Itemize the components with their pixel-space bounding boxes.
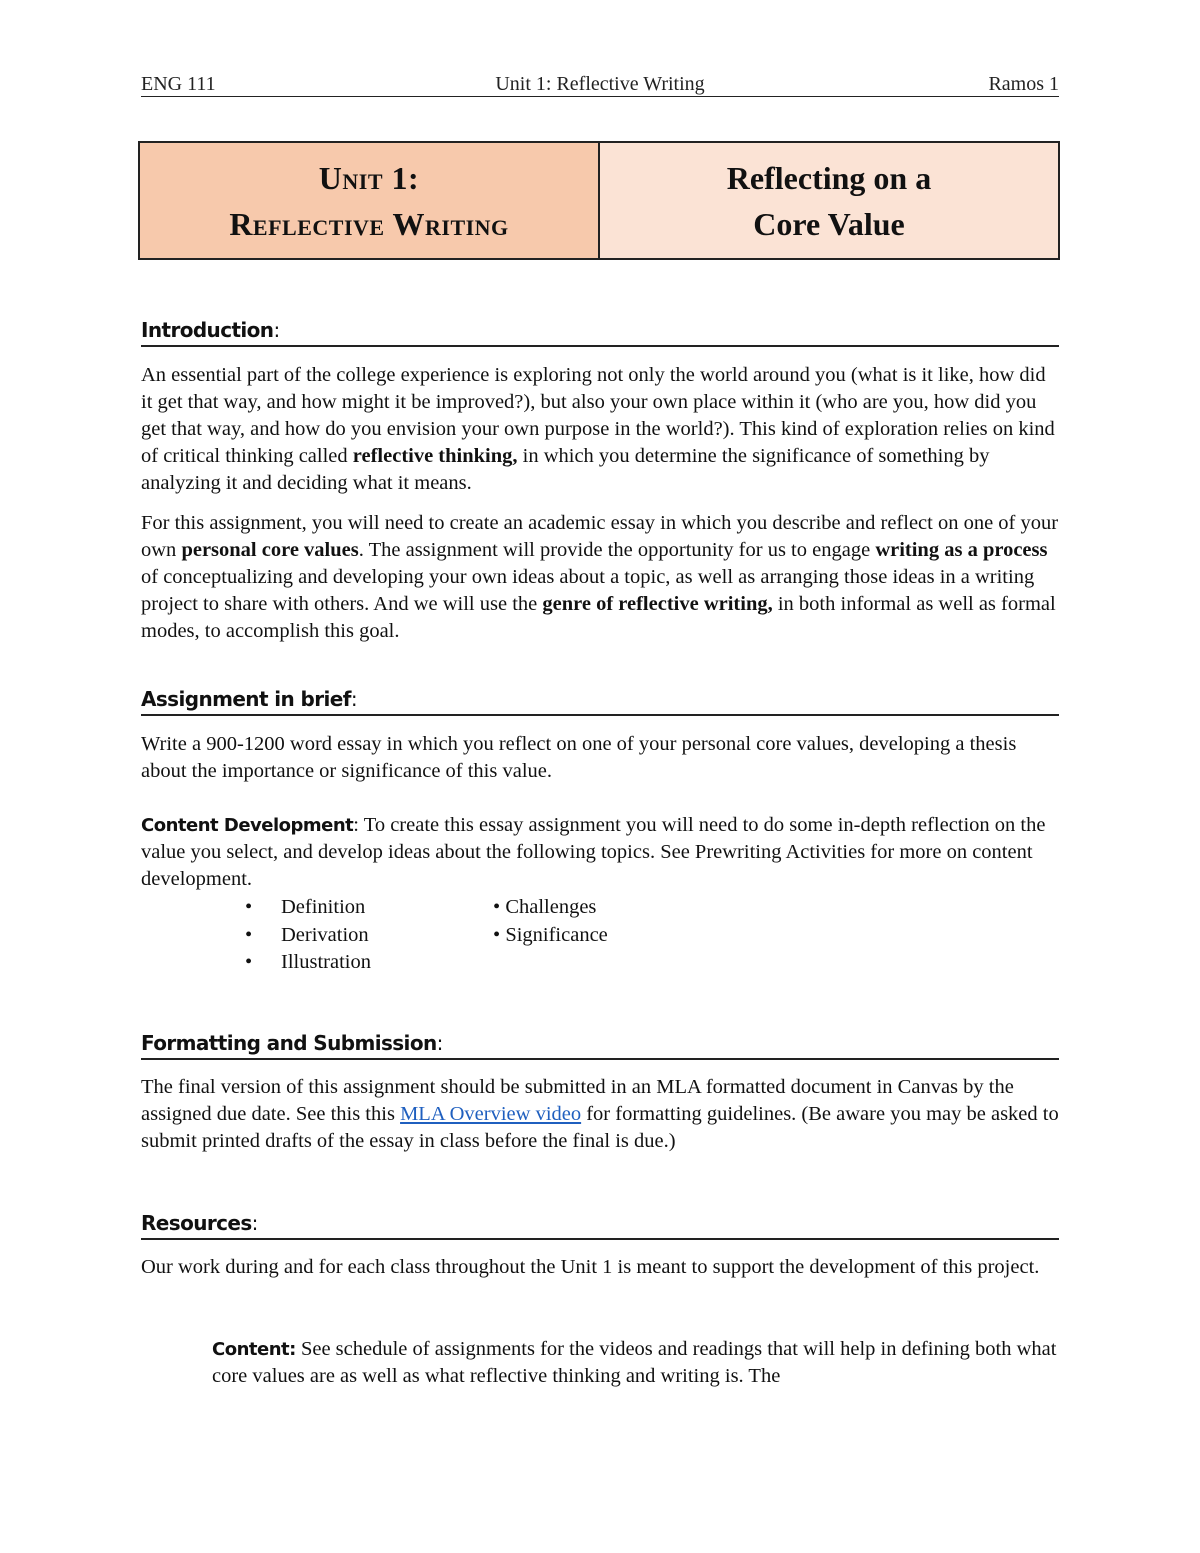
title-box bbox=[138, 141, 1060, 260]
brief-heading: Assignment in brief: bbox=[141, 685, 1059, 716]
content-development-paragraph bbox=[141, 812, 1059, 893]
title-assignment-cell bbox=[600, 143, 1058, 258]
introduction-heading: Introduction: bbox=[141, 316, 1059, 347]
formatting-heading-text: Formatting and Submission bbox=[141, 1031, 437, 1055]
intro-p2-bold-3: genre of reflective writing, bbox=[542, 593, 773, 615]
resources-paragraph: Our work during and for each class throughout the Unit 1 is meant to support the development of this project. bbox=[141, 1256, 1040, 1278]
intro-p2-text-b: . The assignment will provide the opportunity for us to engage bbox=[358, 539, 876, 561]
list-item-label: Illustration bbox=[281, 951, 371, 973]
intro-p2-bold-2: writing as a process bbox=[875, 539, 1048, 561]
topic-list-right bbox=[493, 894, 608, 949]
title-assignment-line2: Core Value bbox=[753, 205, 905, 242]
brief-heading-text: Assignment in brief bbox=[141, 687, 351, 711]
list-item-label: Significance bbox=[505, 923, 608, 946]
title-unit-cell bbox=[140, 143, 600, 258]
brief-paragraph: Write a 900-1200 word essay in which you reflect on one of your personal core values, developing a thesis about the importance or significance of this value. bbox=[141, 733, 1017, 782]
list-item bbox=[245, 894, 371, 922]
intro-p1-bold: reflective thinking, bbox=[352, 445, 518, 467]
bullet-icon: • bbox=[245, 951, 253, 973]
bullet-icon: • bbox=[245, 923, 253, 946]
intro-p1-text-b: in which you determine the significance of something by analyzing it and deciding what it means. bbox=[141, 445, 990, 494]
list-item-label: Definition bbox=[281, 896, 366, 918]
title-unit-number: Unit 1: bbox=[318, 159, 420, 196]
header-course: ENG 111 bbox=[141, 73, 216, 95]
list-item bbox=[245, 922, 371, 950]
running-header bbox=[141, 72, 1059, 97]
list-item bbox=[493, 922, 608, 950]
resources-content-label: Content: bbox=[212, 1339, 296, 1360]
title-unit-name: Reflective Writing bbox=[229, 205, 509, 242]
list-item-label: Derivation bbox=[281, 923, 369, 946]
intro-p2-text-a: For this assignment, you will need to create an academic essay in which you describe and reflect on one of your own bbox=[141, 512, 1059, 561]
mla-overview-video-link[interactable]: MLA Overview video bbox=[400, 1103, 582, 1125]
topic-list-left bbox=[245, 894, 371, 977]
resources-content-paragraph bbox=[212, 1336, 1059, 1390]
formatting-heading: Formatting and Submission: bbox=[141, 1029, 1059, 1060]
list-item bbox=[245, 949, 371, 977]
introduction-heading-text: Introduction bbox=[141, 318, 274, 342]
introduction-paragraph-1 bbox=[141, 362, 1059, 497]
resources-heading-text: Resources bbox=[141, 1211, 252, 1235]
formatting-text-a: The final version of this assignment should be submitted in an MLA formatted document in Canvas by the assigned due date. See this this bbox=[141, 1076, 1014, 1125]
bullet-icon: • bbox=[493, 923, 506, 946]
resources-content-text: See schedule of assignments for the videos and readings that will help in defining both what core values are as well as what reflective thinking and writing is. The bbox=[212, 1338, 1057, 1387]
formatting-text-b: for formatting guidelines. (Be aware you may be asked to submit printed drafts of the essay in class before the final is due.) bbox=[141, 1103, 1059, 1152]
bullet-icon: • bbox=[493, 896, 506, 918]
intro-p2-text-c: of conceptualizing and developing your own ideas about a topic, as well as arranging those ideas in a writing project to share with others. And we will use the bbox=[141, 566, 1035, 615]
intro-p2-bold-1: personal core values bbox=[181, 539, 359, 561]
content-development-text: : To create this essay assignment you will need to do some in-depth reflection on the value you select, and develop ideas about the following topics. See Prewriting Activities for more on content development. bbox=[141, 814, 1046, 890]
content-development-label: Content Development bbox=[141, 815, 354, 836]
list-item-label: Challenges bbox=[505, 896, 597, 918]
formatting-paragraph bbox=[141, 1074, 1059, 1155]
header-unit-title: Unit 1: Reflective Writing bbox=[495, 73, 705, 95]
intro-p2-text-d: in both informal as well as formal modes, to accomplish this goal. bbox=[141, 593, 1056, 642]
list-item bbox=[493, 894, 608, 922]
title-assignment-line1: Reflecting on a bbox=[726, 159, 932, 196]
bullet-icon: • bbox=[245, 896, 253, 918]
header-page-number: Ramos 1 bbox=[988, 73, 1059, 95]
intro-p1-text-a: An essential part of the college experience is exploring not only the world around you (what is it like, how did it get that way, and how might it be improved?), but also your own place within it (who are you, how did you get that way, and how do you envision your own purpose in the world?). This kind of exploration relies on kind of critical thinking called bbox=[141, 364, 1055, 467]
resources-heading: Resources: bbox=[141, 1209, 1059, 1240]
introduction-paragraph-2 bbox=[141, 510, 1059, 645]
